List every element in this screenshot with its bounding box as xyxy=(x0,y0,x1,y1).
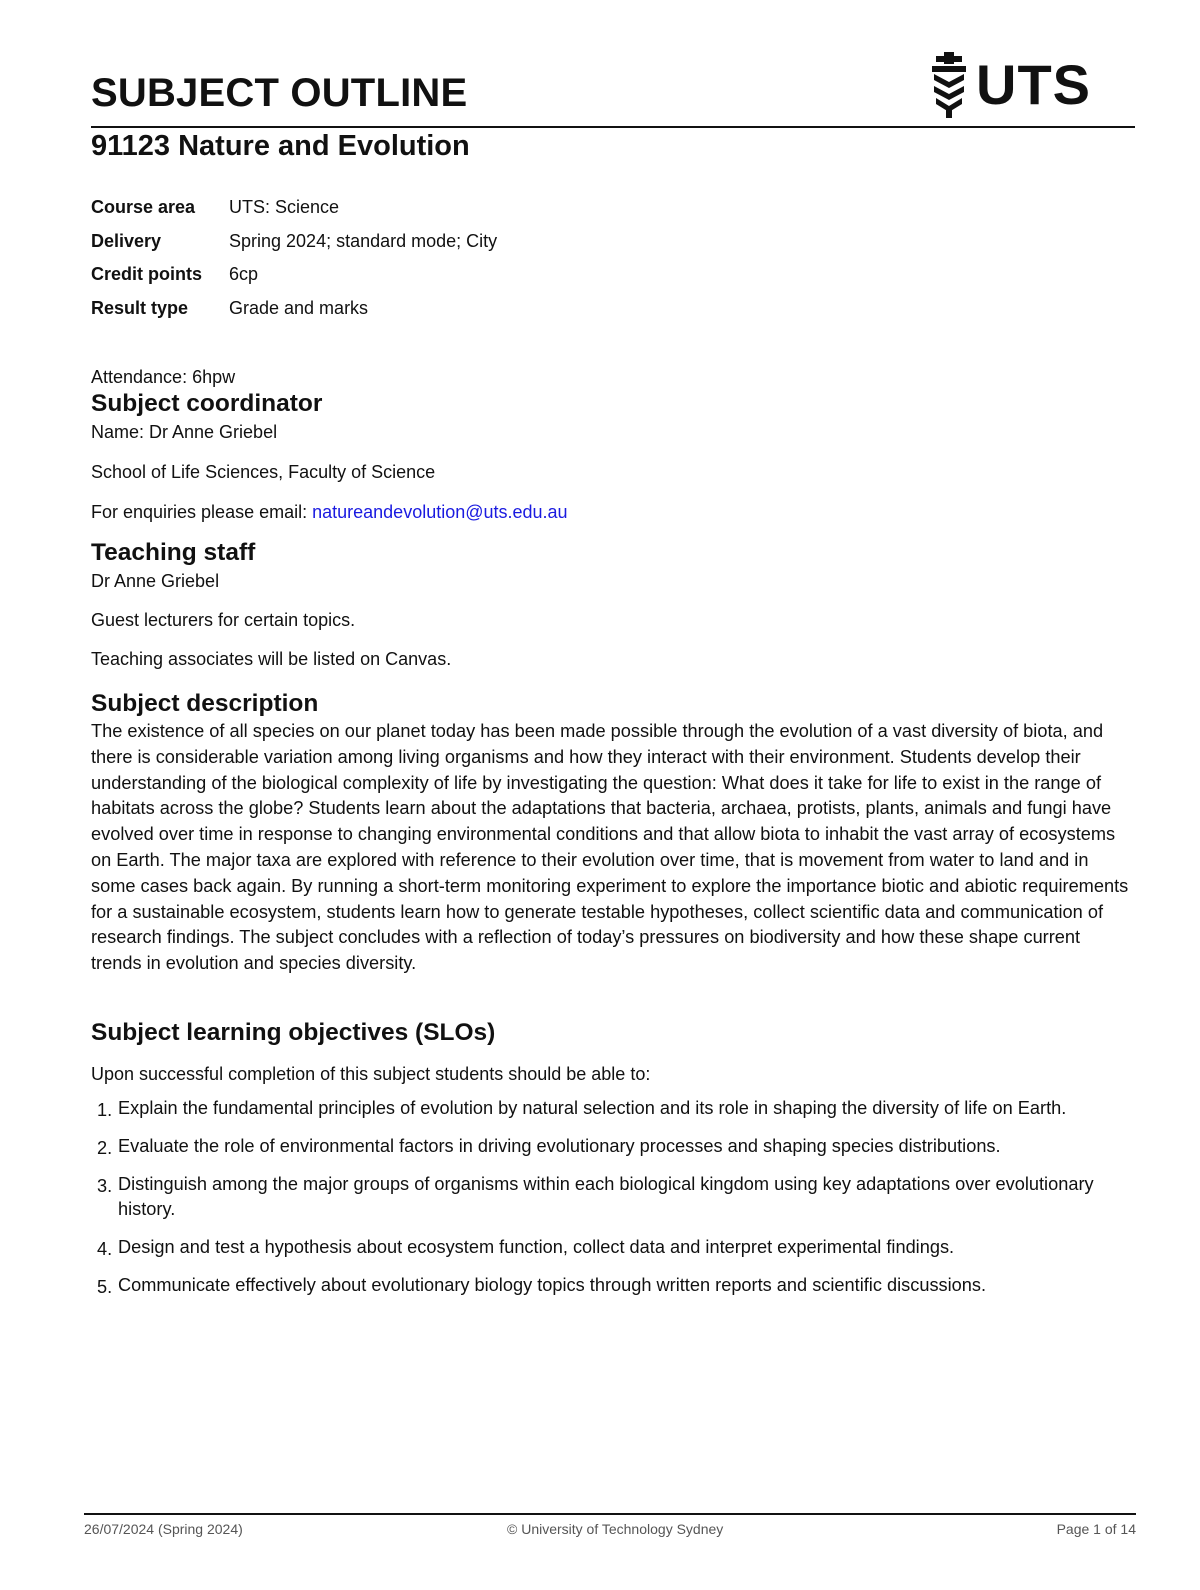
meta-row-result-type xyxy=(91,294,497,328)
list-item xyxy=(91,1134,1135,1160)
meta-label: Delivery xyxy=(91,230,162,251)
subject-meta-table xyxy=(91,193,497,327)
slo-heading: Subject learning objectives (SLOs) xyxy=(91,1019,496,1046)
list-number: 1. xyxy=(97,1100,113,1120)
description-heading: Subject description xyxy=(91,690,319,717)
attendance-text: Attendance: 6hpw xyxy=(91,367,236,387)
uts-crest-icon xyxy=(928,52,970,118)
page-title: SUBJECT OUTLINE xyxy=(91,71,468,115)
teaching-line: Guest lecturers for certain topics. xyxy=(91,610,356,630)
coordinator-name: Name: Dr Anne Griebel xyxy=(91,422,278,442)
page-footer xyxy=(84,1513,1136,1555)
list-number: 2. xyxy=(97,1137,113,1158)
footer-page-number: Page 1 of 14 xyxy=(1056,1521,1136,1537)
coordinator-section xyxy=(91,389,1135,525)
list-text: Evaluate the role of environmental factors in driving evolutionary processes and shaping species distributions. xyxy=(118,1135,1001,1156)
document-header xyxy=(91,53,1135,128)
meta-value: 6cp xyxy=(229,264,259,284)
list-text: Design and test a hypothesis about ecosystem function, collect data and interpret experimental findings. xyxy=(118,1237,955,1258)
enquiry-line xyxy=(91,499,1135,525)
list-text: Distinguish among the major groups of organisms within each biological kingdom using key adaptations over evolutionary history. xyxy=(118,1173,1094,1220)
meta-value: Spring 2024; standard mode; City xyxy=(229,230,498,251)
slo-section xyxy=(91,1018,1135,1299)
meta-value: Grade and marks xyxy=(229,297,369,318)
enquiry-prefix: For enquiries please email: xyxy=(91,502,313,522)
description-text: The existence of all species on our planet today has been made possible through the evolution of a vast diversity of biota, and there is considerable variation among living organisms and how they interact with their environment. Students develop their understanding of the biological complexity of life by investigating the question: What does it take for life to exist in the range of habitats across the globe? Students learn about the adaptations that bacteria, archaea, protists, plants, animals and fungi have evolved over time in response to changing environmental conditions and that allow biota to inhabit the vast array of ecosystems on Earth. The major taxa are explored with reference to their evolution over time, that is movement from water to land and in some cases back again. By running a short-term monitoring experiment to explore the importance biotic and abiotic requirements for a sustainable ecosystem, students learn how to generate testable hypotheses, collect scientific data and communication of research findings. The subject concludes with a reflection of today’s pressures on biodiversity and how these shape current trends in evolution and species diversity. xyxy=(91,721,1129,974)
subject-title: 91123 Nature and Evolution xyxy=(91,130,470,162)
coordinator-heading: Subject coordinator xyxy=(91,390,323,417)
list-item xyxy=(91,1172,1135,1224)
email-link[interactable]: natureandevolution@uts.edu.au xyxy=(312,502,568,522)
meta-label: Result type xyxy=(91,297,189,318)
list-text: Explain the fundamental principles of evolution by natural selection and its role in shaping the diversity of life on Earth. xyxy=(118,1098,1067,1118)
description-section xyxy=(91,689,1135,977)
list-item xyxy=(91,1273,1135,1299)
footer-date: 26/07/2024 (Spring 2024) xyxy=(84,1521,243,1537)
teaching-line: Teaching associates will be listed on Canvas. xyxy=(91,649,452,669)
slo-list xyxy=(91,1096,1135,1299)
meta-label: Credit points xyxy=(91,264,202,284)
meta-value: UTS: Science xyxy=(229,197,340,217)
list-text: Communicate effectively about evolutionary biology topics through written reports and scientific discussions. xyxy=(118,1274,987,1295)
uts-logo xyxy=(928,52,1091,118)
meta-row-credit-points xyxy=(91,260,497,294)
logo-wordmark: UTS xyxy=(976,53,1091,116)
list-item xyxy=(91,1235,1135,1261)
list-number: 4. xyxy=(97,1239,113,1260)
list-number: 5. xyxy=(97,1276,113,1297)
teaching-heading: Teaching staff xyxy=(91,539,256,566)
slo-intro: Upon successful completion of this subject students should be able to: xyxy=(91,1064,651,1084)
list-item xyxy=(91,1096,1135,1122)
meta-label: Course area xyxy=(91,197,196,217)
teaching-line: Dr Anne Griebel xyxy=(91,571,220,591)
list-number: 3. xyxy=(97,1175,113,1196)
footer-copyright: © University of Technology Sydney xyxy=(507,1521,724,1537)
meta-row-delivery xyxy=(91,227,497,261)
coordinator-school: School of Life Sciences, Faculty of Science xyxy=(91,462,436,482)
meta-row-course-area xyxy=(91,193,497,227)
teaching-staff-section xyxy=(91,538,1135,672)
